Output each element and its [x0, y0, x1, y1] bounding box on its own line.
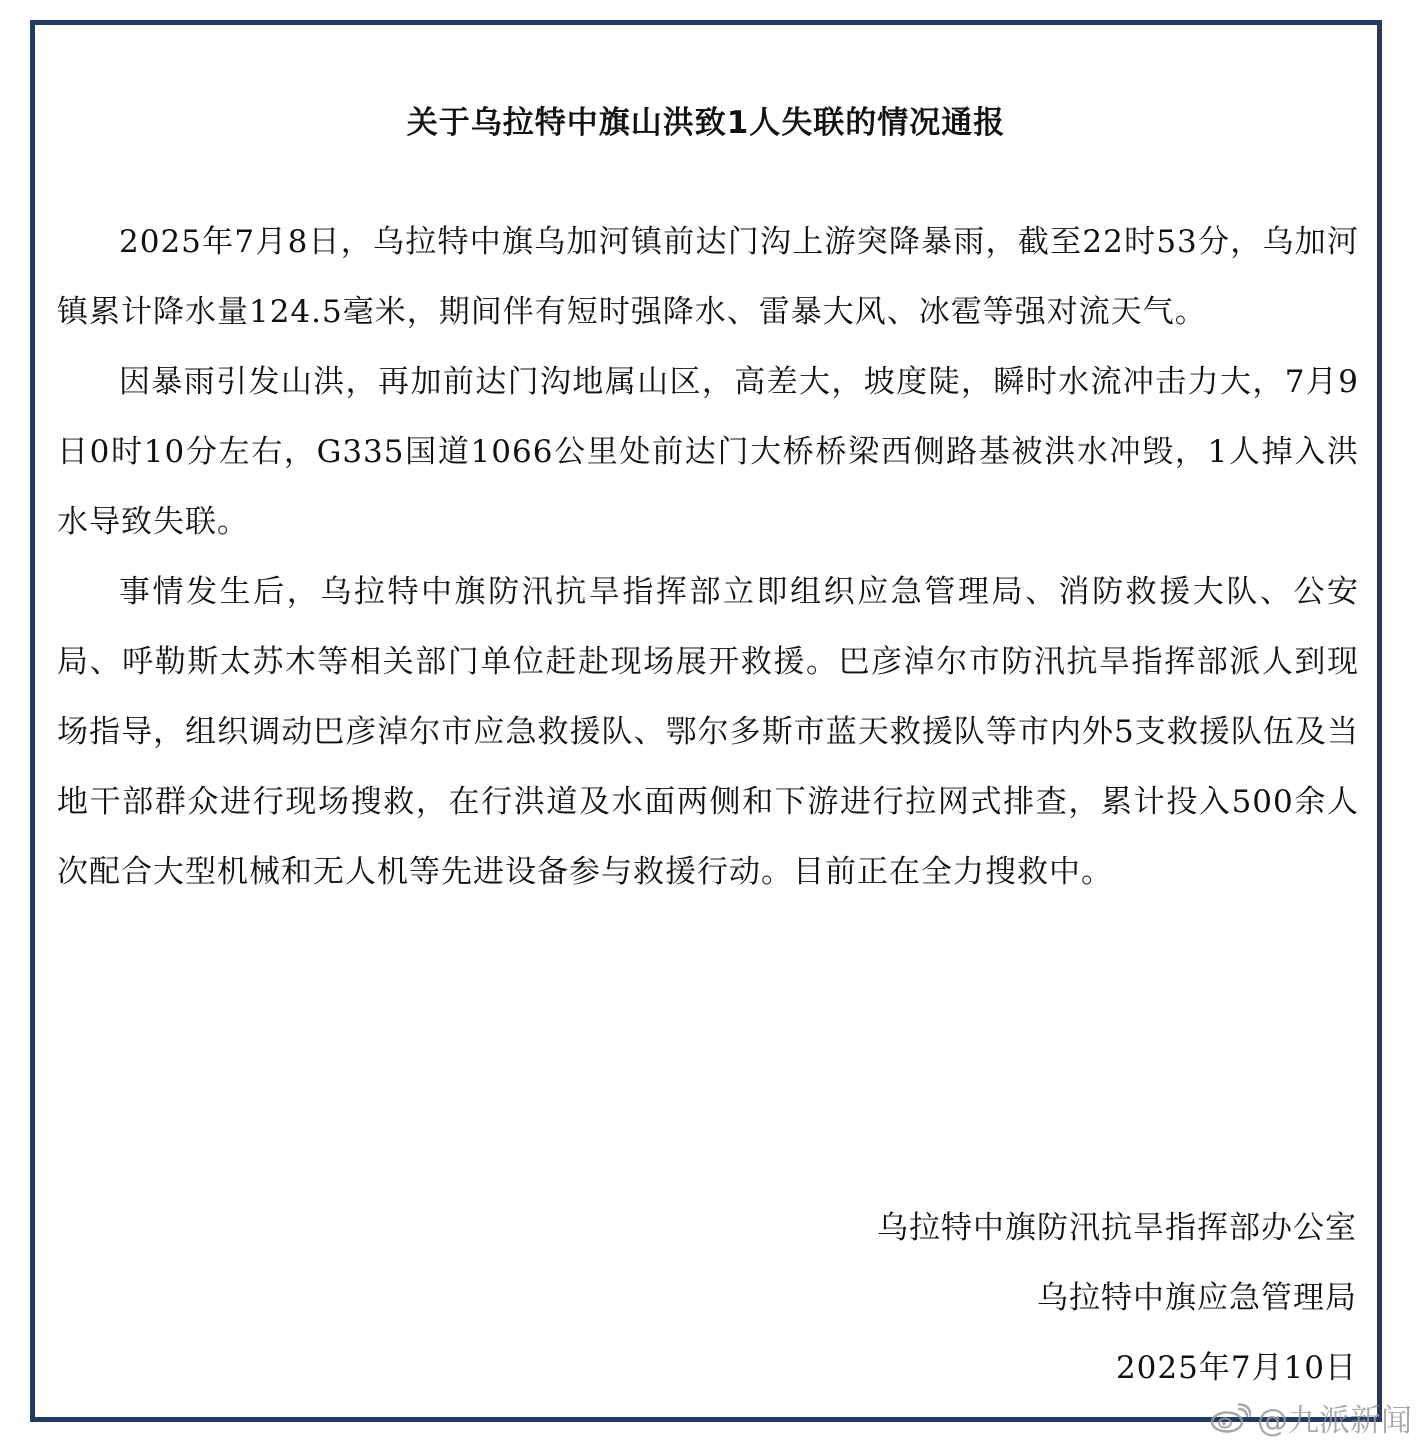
watermark [1209, 1395, 1412, 1440]
watermark-text: @九派新闻 [1257, 1403, 1412, 1439]
document-body [57, 207, 1359, 907]
document-title: 关于乌拉特中旗山洪致1人失联的情况通报 [406, 105, 1006, 141]
signature-issuer-1: 乌拉特中旗防汛抗旱指挥部办公室 [877, 1210, 1357, 1246]
paragraph-3: 事情发生后，乌拉特中旗防汛抗旱指挥部立即组织应急管理局、消防救援大队、公安局、呼勒斯太苏木等相关部门单位赶赴现场展开救援。巴彦淖尔市防汛抗旱指挥部派人到现场指导，组织调动巴彦淖尔市应急救援队、鄂尔多斯市蓝天救援队等市内外5支救援队伍及当地干部群众进行现场搜救，在行洪道及水面两侧和下游进行拉网式排查，累计投入500余人次配合大型机械和无人机等先进设备参与救援行动。目前正在全力搜救中。 [57, 574, 1359, 890]
signature-issuer-2: 乌拉特中旗应急管理局 [1037, 1280, 1357, 1316]
signature-date: 2025年7月10日 [1115, 1350, 1357, 1386]
paragraph-2: 因暴雨引发山洪，再加前达门沟地属山区，高差大，坡度陡，瞬时水流冲击力大，7月9日0时10分左右，G335国道1066公里处前达门大桥桥梁西侧路基被洪水冲毁，1人掉入洪水导致失联。 [57, 364, 1359, 540]
paragraph-1: 2025年7月8日，乌拉特中旗乌加河镇前达门沟上游突降暴雨，截至22时53分，乌加河镇累计降水量124.5毫米，期间伴有短时强降水、雷暴大风、冰雹等强对流天气。 [57, 224, 1359, 330]
weibo-icon [1209, 1403, 1251, 1433]
document-frame [30, 20, 1382, 1422]
